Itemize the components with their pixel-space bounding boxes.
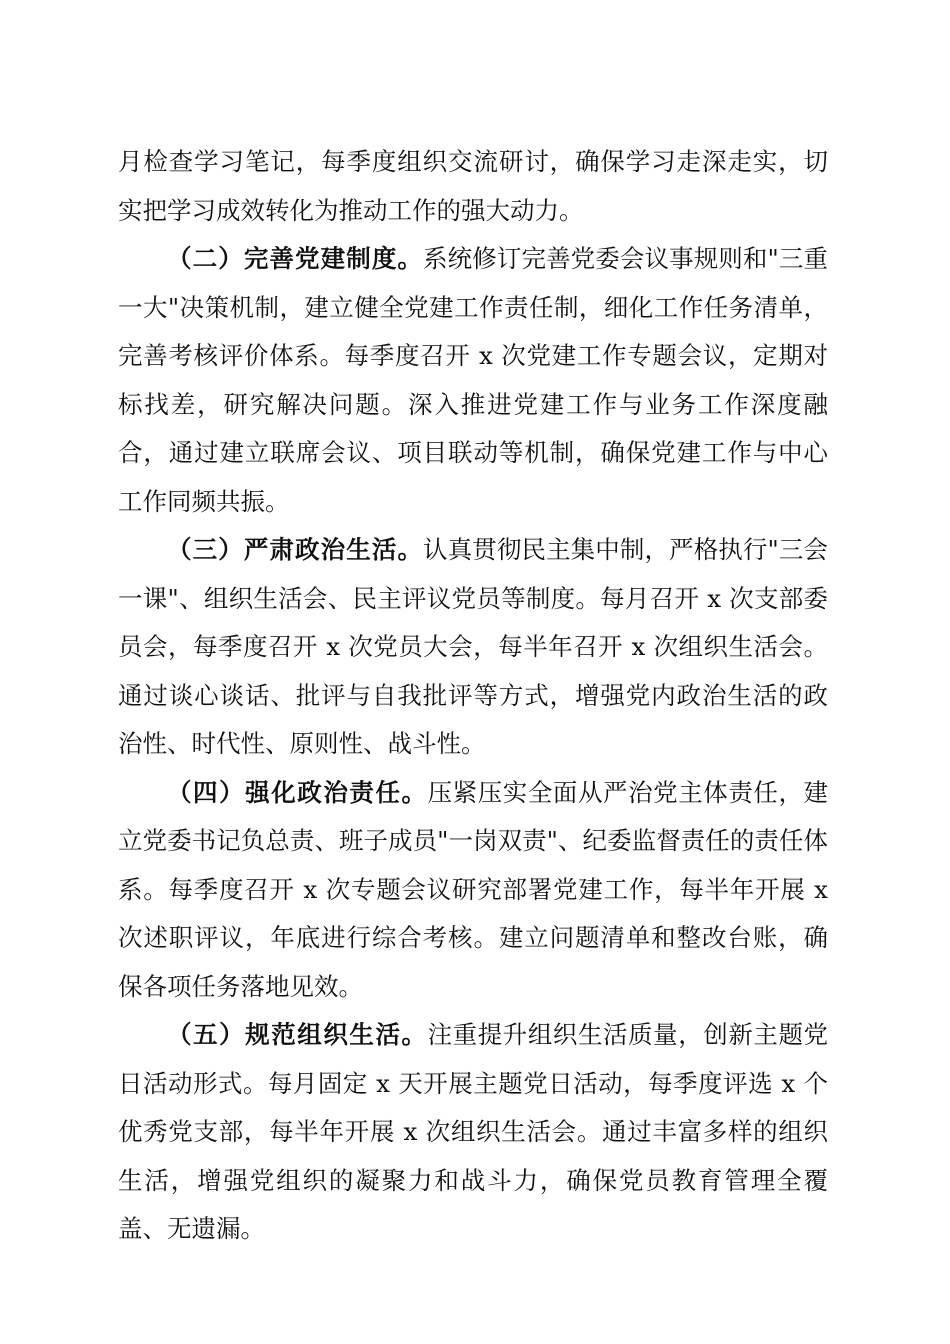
paragraph-body: 认真贯彻民主集中制，严格执行"三会一课"、组织生活会、民主评议党员等制度。每月召开 x 次支部委员会，每季度召开 x 次党员大会，每半年召开 x 次组织生活会。通过谈心谈话、批评与自我批评等方式，增强党内政治生活的政治性、时代性、原则性、战斗性。	[118, 535, 828, 758]
paragraph-continuation	[118, 138, 828, 235]
paragraph-body: 系统修订完善党委会议事规则和"三重一大"决策机制，建立健全党建工作责任制，细化工作任务清单，完善考核评价体系。每季度召开 x 次党建工作专题会议，定期对标找差，研究解决问题。深入推进党建工作与业务工作深度融合，通过建立联席会议、项目联动等机制，确保党建工作与中心工作同频共振。	[118, 244, 828, 516]
paragraph-organizational-life	[118, 1011, 828, 1254]
paragraph-party-building-system	[118, 235, 828, 526]
paragraph-political-responsibility	[118, 769, 828, 1012]
paragraph-body: 注重提升组织生活质量，创新主题党日活动形式。每月固定 x 天开展主题党日活动，每季度评选 x 个优秀党支部，每半年开展 x 次组织生活会。通过丰富多样的组织生活，增强党组织的凝聚力和战斗力，确保党员教育管理全覆盖、无遗漏。	[118, 1020, 829, 1243]
section-heading: （五）规范组织生活。	[167, 1020, 428, 1049]
document-body	[118, 138, 828, 1254]
section-heading: （二）完善党建制度。	[167, 244, 424, 273]
paragraph-body: 压紧压实全面从严治党主体责任，建立党委书记负总责、班子成员"一岗双责"、纪委监督责任的责任体系。每季度召开 x 次专题会议研究部署党建工作，每半年开展 x 次述职评议，年底进行综合考核。建立问题清单和整改台账，确保各项任务落地见效。	[118, 777, 829, 1001]
section-heading: （三）严肃政治生活。	[167, 535, 424, 564]
section-heading: （四）强化政治责任。	[167, 777, 428, 807]
paragraph-political-life	[118, 526, 828, 769]
paragraph-body: 月检查学习笔记，每季度组织交流研讨，确保学习走深走实，切实把学习成效转化为推动工作的强大动力。	[118, 147, 828, 225]
